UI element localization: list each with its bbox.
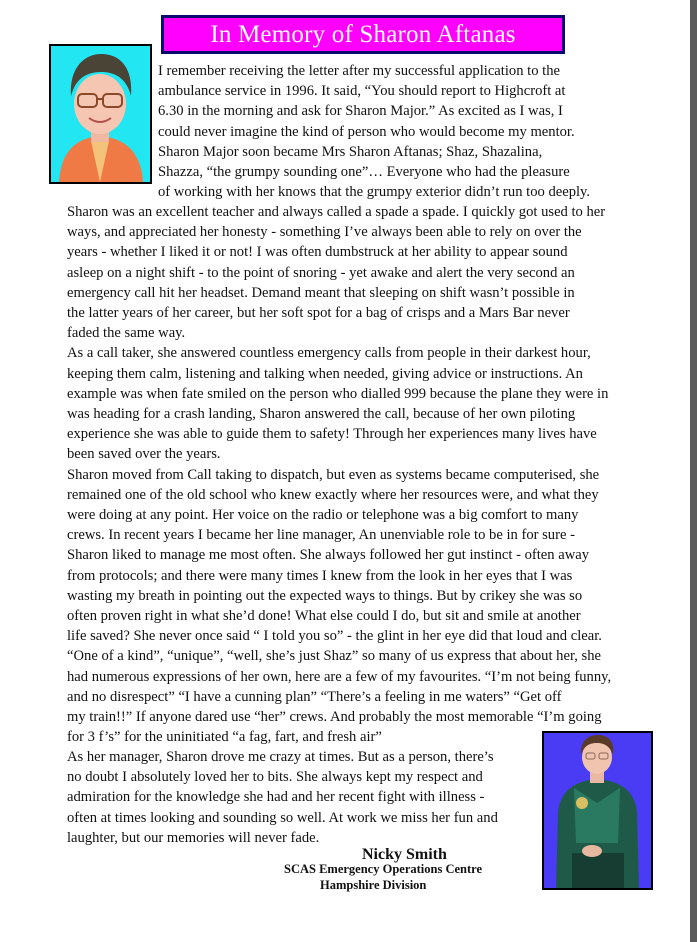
text-line: and no disrespect” “I have a cunning plan” “There’s a feeling in me waters” “Get off (67, 688, 562, 705)
closing-paragraph (67, 747, 498, 848)
uniform-photo (542, 731, 653, 890)
text-line: ways, and appreciated her honesty - something I’ve always been able to rely on over the (67, 224, 582, 241)
text-line: example was when fate smiled on the person who dialled 999 because the plane they were in (67, 385, 609, 402)
text-line: Shazza, “the grumpy sounding one”… Everyone who had the pleasure (158, 164, 570, 181)
text-line: crews. In recent years I became her line manager, An unenviable role to be in for sure - (67, 527, 575, 544)
page-title: In Memory of Sharon Aftanas (210, 20, 516, 48)
text-line: laughter, but our memories will never fade. (67, 829, 320, 846)
text-line: had numerous expressions of her own, here are a few of my favourites. “I’m not being funny, (67, 668, 612, 685)
text-line: could never imagine the kind of person who would become my mentor. (158, 123, 575, 140)
body-paragraphs (67, 202, 611, 747)
text-line: no doubt I absolutely loved her to bits. She always kept my respect and (67, 769, 483, 786)
text-line: my train!!” If anyone dared use “her” crews. And probably the most memorable “I’m going (67, 709, 602, 726)
text-line: of working with her knows that the grumpy exterior didn’t run too deeply. (158, 184, 591, 201)
text-line: wasting my breath in pointing out the expected ways to things. But by crikey she was so (67, 587, 583, 604)
text-line: ambulance service in 1996. It said, “You should report to Highcroft at (158, 83, 566, 100)
text-line: remained one of the old school who knew exactly where her resources were, and what they (67, 486, 599, 503)
text-line: years - whether I liked it or not! I was often dumbstruck at her ability to appear sound (67, 244, 568, 261)
text-line: Sharon was an excellent teacher and always called a spade a spade. I quickly got used to her (67, 204, 606, 220)
text-line: often at times looking and sounding so well. At work we miss her fun and (67, 809, 498, 826)
text-line: “One of a kind”, “unique”, “well, she’s just Shaz” so many of us express that about her, she (67, 648, 601, 665)
text-line: been saved over the years. (67, 446, 221, 463)
text-line: was heading for a crash landing, Sharon answered the call, because of her own piloting (67, 406, 576, 423)
text-line: from protocols; and there were many times I knew from the look in her eyes that I was (67, 567, 573, 584)
text-line: 6.30 in the morning and ask for Sharon Major.” As excited as I was, I (158, 103, 563, 120)
text-line: admiration for the knowledge she had and her recent fight with illness - (67, 789, 485, 806)
text-line: Sharon Major soon became Mrs Sharon Aftanas; Shaz, Shazalina, (158, 143, 543, 160)
signature-division: Hampshire Division (320, 878, 427, 892)
text-line: emergency call hit her headset. Demand meant that sleeping on shift wasn’t possible in (67, 284, 575, 301)
portrait-image-icon (51, 46, 150, 182)
title-banner (161, 15, 565, 54)
portrait-photo (49, 44, 152, 184)
text-line: life saved? She never once said “ I told you so” - the glint in her eye did that loud and clear. (67, 628, 602, 645)
signature-name: Nicky Smith (362, 846, 447, 863)
text-line: were doing at any point. Her voice on the radio or telephone was a big comfort to many (67, 507, 579, 524)
text-line: As a call taker, she answered countless emergency calls from people in their darkest hour, (67, 345, 591, 362)
intro-paragraph (158, 61, 590, 202)
signature-organisation: SCAS Emergency Operations Centre (284, 862, 483, 876)
text-line: experience she was able to guide them to safety! Through her experiences many lives have (67, 426, 597, 443)
text-line: Sharon moved from Call taking to dispatch, but even as systems became computerised, she (67, 466, 600, 483)
text-line: faded the same way. (67, 325, 186, 342)
text-line: keeping them calm, listening and talking when needed, giving advice or instructions. An (67, 365, 583, 382)
text-line: I remember receiving the letter after my successful application to the (158, 63, 560, 79)
uniform-image-icon (544, 733, 651, 888)
page-edge-bar (690, 0, 697, 942)
text-line: the latter years of her career, but her soft spot for a bag of crisps and a Mars Bar never (67, 305, 570, 322)
text-line: asleep on a night shift - to the point of snoring - yet awake and alert the very second an (67, 264, 575, 281)
text-line: often proven right in what she’d done! What else could I do, but sit and smile at another (67, 608, 581, 625)
text-line: Sharon liked to manage me most often. She always followed her gut instinct - often away (67, 547, 590, 564)
text-line: for 3 f’s” for the uninitiated “a fag, fart, and fresh air” (67, 729, 382, 746)
text-line: As her manager, Sharon drove me crazy at times. But as a person, there’s (67, 749, 494, 765)
